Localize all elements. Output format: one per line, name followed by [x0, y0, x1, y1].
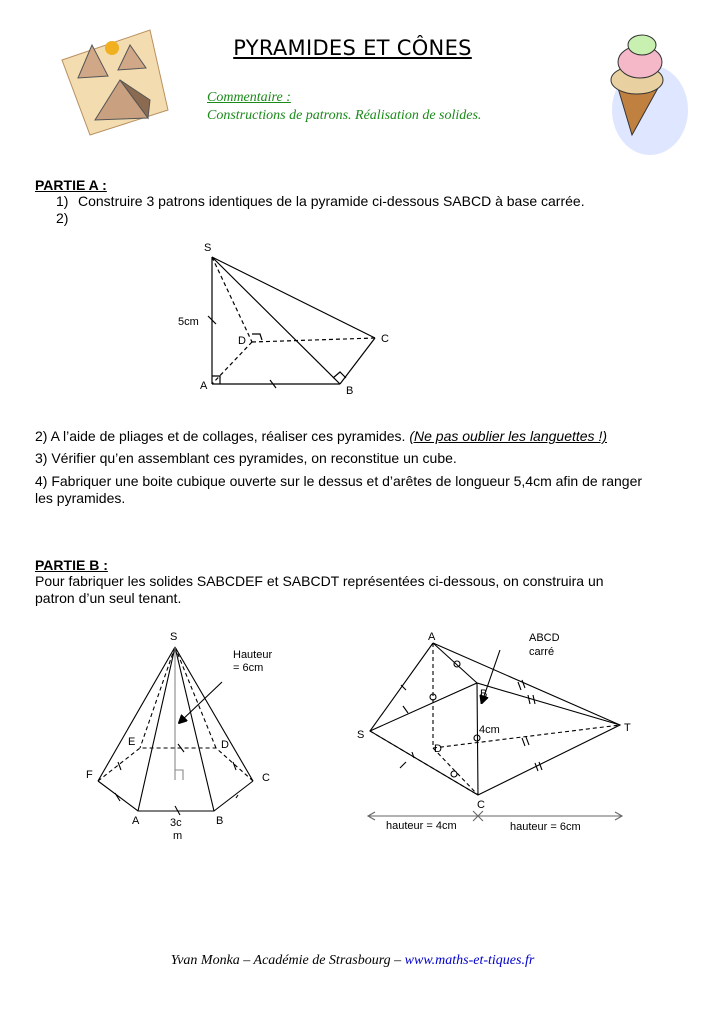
label-F: F — [86, 769, 93, 781]
q2-note: (Ne pas oublier les languettes !) — [409, 428, 607, 444]
label-B: B — [216, 815, 224, 827]
label-side-1: 3c — [170, 817, 182, 829]
question-4-line1: 4) Fabriquer une boite cubique ouverte sur le dessus et d’arêtes de longueur 5,4cm afin de ranger — [35, 473, 643, 489]
partA-heading: PARTIE A : — [35, 177, 107, 193]
label-height-2: = 6cm — [233, 662, 264, 674]
label-S: S — [357, 729, 365, 741]
partB-heading: PARTIE B : — [35, 557, 108, 573]
partB-line2: patron d’un seul tenant. — [35, 590, 182, 606]
label-abcd: ABCD — [529, 632, 560, 644]
label-D: D — [238, 335, 246, 347]
label-C: C — [477, 799, 485, 811]
footer-link[interactable]: www.maths-et-tiques.fr — [404, 953, 535, 968]
question-4-line2: les pyramides. — [35, 490, 126, 506]
partB-line1: Pour fabriquer les solides SABCDEF et SABCDT représentées ci-dessous, on construira un — [35, 573, 604, 589]
page-title: PYRAMIDES ET CÔNES — [233, 36, 472, 60]
label-C: C — [381, 333, 389, 345]
label-A: A — [132, 815, 140, 827]
label-D: D — [221, 739, 229, 751]
label-4cm: 4cm — [479, 724, 500, 736]
footer-text: Yvan Monka – Académie de Strasbourg – — [170, 953, 405, 968]
question-3: 3) Vérifier qu’en assemblant ces pyramides, on reconstitue un cube. — [35, 450, 457, 466]
label-B: B — [480, 688, 488, 700]
label-side-2: m — [173, 830, 183, 842]
label-5cm: 5cm — [178, 316, 199, 328]
label-C: C — [262, 772, 270, 784]
label-A: A — [200, 380, 208, 392]
comment-text: Constructions de patrons. Réalisation de solides. — [207, 108, 482, 123]
q2-text: 2) A l’aide de pliages et de collages, réaliser ces pyramides. — [35, 428, 410, 444]
label-A: A — [428, 631, 436, 643]
item2-num: 2) — [56, 210, 69, 226]
label-height-1: Hauteur — [233, 649, 273, 661]
label-B: B — [346, 385, 354, 397]
comment-label: Commentaire : — [207, 90, 291, 105]
item1-text: Construire 3 patrons identiques de la pyramide ci-dessous SABCD à base carrée. — [78, 193, 585, 209]
label-height-right: hauteur = 6cm — [510, 821, 581, 833]
label-D: D — [434, 743, 442, 755]
label-T: T — [624, 722, 631, 734]
label-S: S — [204, 242, 212, 254]
label-height-left: hauteur = 4cm — [386, 820, 457, 832]
label-carre: carré — [529, 646, 555, 658]
label-E: E — [128, 736, 136, 748]
item1-num: 1) — [56, 193, 69, 209]
footer — [0, 953, 705, 969]
label-S: S — [170, 631, 178, 643]
